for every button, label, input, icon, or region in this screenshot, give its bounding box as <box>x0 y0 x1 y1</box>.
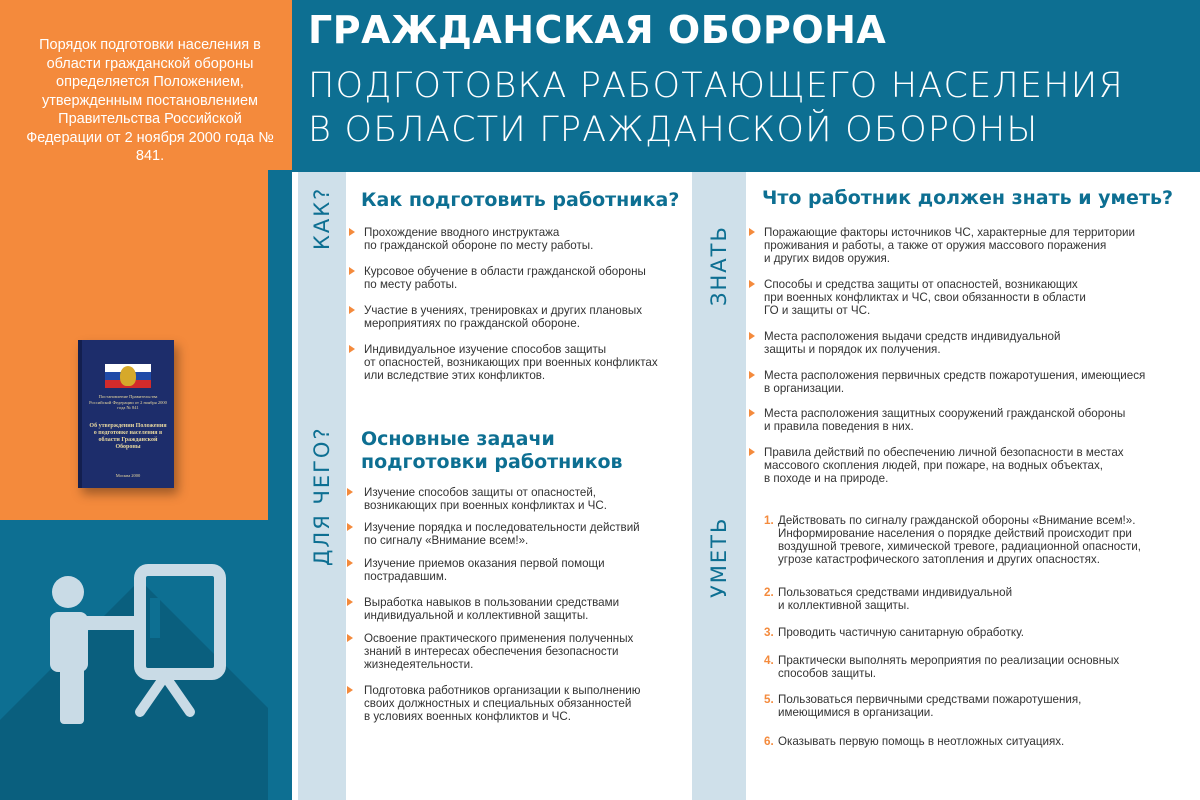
can-item: Оказывать первую помощь в неотложных ситуациях. <box>778 735 1065 748</box>
can-item-number: 4. <box>764 654 774 667</box>
label-dlya-chego: ДЛЯ ЧЕГО? <box>310 426 334 566</box>
icon-panel <box>0 520 292 800</box>
tasks-bullet-icon <box>347 488 353 496</box>
can-item-number: 2. <box>764 586 774 599</box>
how-item: Индивидуальное изучение способов защиты от опасностей, возникающих при военных конфликтах или вследствие этих конфликтов. <box>364 343 658 382</box>
label-kak: КАК? <box>310 186 334 250</box>
know-item: Поражающие факторы источников ЧС, характерные для территории проживания и работы, а также от оружия массового поражения и других видов оружия. <box>764 226 1135 265</box>
label-umet: УМЕТЬ <box>707 516 731 598</box>
label-znat: ЗНАТЬ <box>707 225 731 306</box>
tasks-item: Изучение способов защиты от опасностей, возникающих при военных конфликтах и ЧС. <box>364 486 607 512</box>
tasks-bullet-icon <box>347 686 353 694</box>
tasks-item: Освоение практического применения полученных знаний в интересах обеспечения безопасности жизнедеятельности. <box>364 632 634 671</box>
can-item: Практически выполнять мероприятия по реализации основных способов защиты. <box>778 654 1120 680</box>
tasks-item: Выработка навыков в пользовании средствами индивидуальной и коллективной защиты. <box>364 596 620 622</box>
page-title: ГРАЖДАНСКАЯ ОБОРОНА <box>308 8 887 52</box>
know-item: Способы и средства защиты от опасностей, возникающих при военных конфликтах и ЧС, свои обязанности в области ГО и защиты от ЧС. <box>764 278 1086 317</box>
tasks-bullet-icon <box>347 634 353 642</box>
how-bullet-icon <box>349 228 355 236</box>
can-item-number: 6. <box>764 735 774 748</box>
how-bullet-icon <box>349 306 355 314</box>
how-title: Как подготовить работника? <box>361 189 680 211</box>
know-bullet-icon <box>749 280 755 288</box>
tasks-item: Изучение порядка и последовательности действий по сигналу «Внимание всем!». <box>364 521 640 547</box>
can-item-number: 5. <box>764 693 774 706</box>
can-item-number: 1. <box>764 514 774 527</box>
page-subtitle-line2: В ОБЛАСТИ ГРАЖДАНСКОЙ ОБОРОНЫ <box>308 110 1039 150</box>
tasks-bullet-icon <box>347 598 353 606</box>
know-bullet-icon <box>749 332 755 340</box>
teacher-at-board-icon <box>0 520 292 800</box>
know-bullet-icon <box>749 371 755 379</box>
book-footer: Москва 2000 <box>115 472 141 478</box>
book-top-text-visible: Постановление Правительства Российской Федерации от 2 ноября 2000 года № 841 <box>89 394 167 410</box>
know-item: Места расположения выдачи средств индивидуальной защиты и порядок их получения. <box>764 330 1061 356</box>
can-item-number: 3. <box>764 626 774 639</box>
know-bullet-icon <box>749 448 755 456</box>
left-accent-strip <box>268 170 292 800</box>
tasks-bullet-icon <box>347 559 353 567</box>
can-item: Пользоваться средствами индивидуальной и коллективной защиты. <box>778 586 1013 612</box>
know-item: Места расположения первичных средств пожаротушения, имеющиеся в организации. <box>764 369 1146 395</box>
tasks-item: Изучение приемов оказания первой помощи пострадавшим. <box>364 557 605 583</box>
know-item: Правила действий по обеспечению личной безопасности в местах массового скопления людей, при пожаре, на водных объектах, в походе и на природе. <box>764 446 1124 485</box>
know-bullet-icon <box>749 409 755 417</box>
tasks-item: Подготовка работников организации к выполнению своих должностных и специальных обязанностей в условиях военных конфликтов и ЧС. <box>364 684 641 723</box>
regulation-book <box>78 340 174 488</box>
tasks-bullet-icon <box>347 523 353 531</box>
coat-of-arms-icon <box>120 366 136 386</box>
book-title: Об утверждении Положения о подготовке населения в области Гражданской Обороны <box>89 422 167 450</box>
know-title: Что работник должен знать и уметь? <box>762 187 1173 209</box>
can-item: Действовать по сигналу гражданской обороны «Внимание всем!». Информирование населения о порядке действий происходит при воздушной тревоге, химической тревоге, радиационной опасности, угрозе катастрофического затопления и других опасностях. <box>778 514 1141 566</box>
tasks-title: Основные задачи подготовки работников <box>361 428 623 473</box>
page-subtitle-line1: ПОДГОТОВКА РАБОТАЮЩЕГО НАСЕЛЕНИЯ <box>308 66 1124 106</box>
how-bullet-icon <box>349 345 355 353</box>
intro-text: Порядок подготовки населения в области гражданской обороны определяется Положением, утвержденным постановлением Правительства Российской Федерации от 2 ноября 2000 года № 841. <box>26 37 274 164</box>
can-item: Проводить частичную санитарную обработку. <box>778 626 1024 639</box>
russian-flag-icon <box>105 364 151 388</box>
how-item: Прохождение вводного инструктажа по гражданской обороне по месту работы. <box>364 226 594 252</box>
can-item: Пользоваться первичными средствами пожаротушения, имеющимися в организации. <box>778 693 1082 719</box>
how-item: Участие в учениях, тренировках и других плановых мероприятиях по гражданской обороне. <box>364 304 643 330</box>
know-bullet-icon <box>749 228 755 236</box>
page-subtitle <box>308 64 1188 152</box>
know-item: Места расположения защитных сооружений гражданской обороны и правила поведения в них. <box>764 407 1126 433</box>
how-bullet-icon <box>349 267 355 275</box>
how-item: Курсовое обучение в области гражданской обороны по месту работы. <box>364 265 646 291</box>
